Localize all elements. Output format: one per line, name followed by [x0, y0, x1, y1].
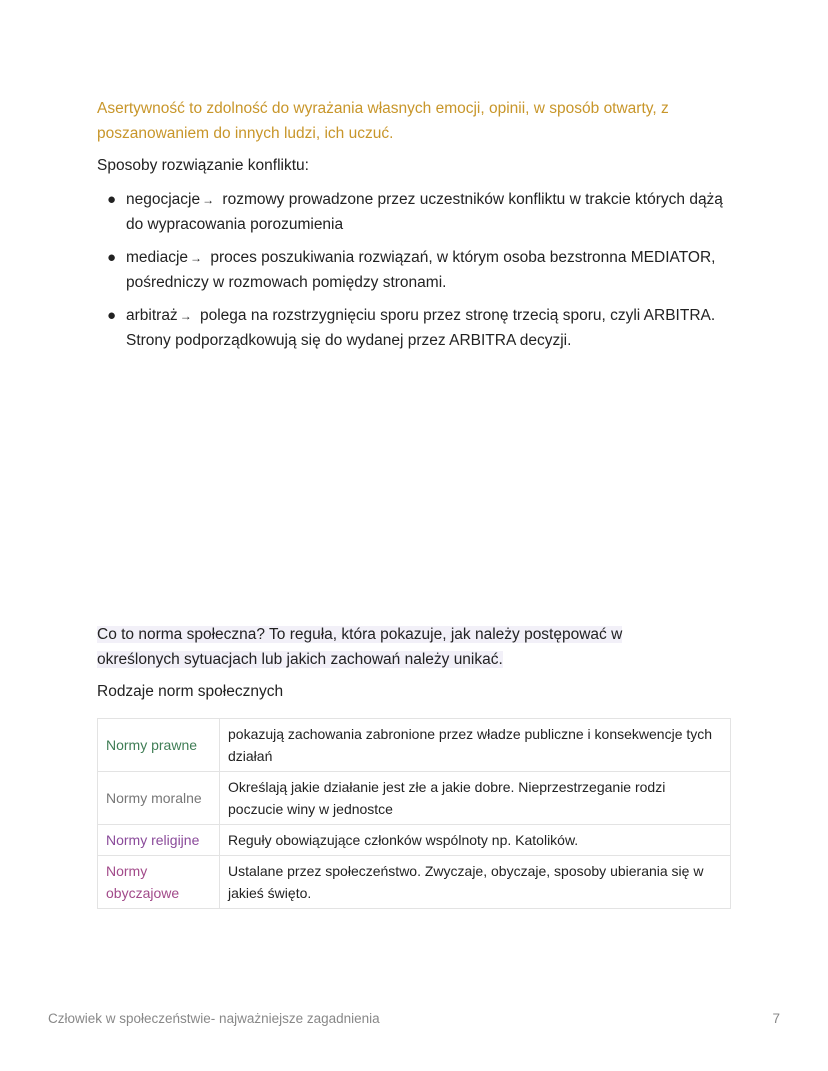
definition-line: określonych sytuacjach lub jakich zachowań należy unikać. [97, 651, 503, 668]
method-description: polega na rozstrzygnięciu sporu przez stronę trzecią sporu, czyli ARBITRA. Strony podporządkowują się do wydanej przez ARBITRA decyzji. [126, 307, 716, 349]
bullet-icon: ● [107, 307, 117, 324]
social-norm-definition [97, 622, 657, 672]
norm-description: Reguły obowiązujące członków wspólnoty np. Katolików. [220, 825, 731, 856]
norm-type: Normy religijne [98, 825, 220, 856]
method-description: proces poszukiwania rozwiązań, w którym osoba bezstronna MEDIATOR, pośredniczy w rozmowach pomiędzy stronami. [126, 249, 716, 291]
method-description: rozmowy prowadzone przez uczestników konfliktu w trakcie których dążą do wypracowania porozumienia [126, 191, 723, 233]
norms-types-heading: Rodzaje norm społecznych [97, 683, 284, 700]
bullet-icon: ● [107, 191, 117, 208]
table-row [98, 719, 731, 772]
arrow-icon: → [202, 193, 215, 207]
norms-table [97, 718, 731, 909]
method-term: negocjacje [126, 191, 201, 208]
table-row [98, 825, 731, 856]
conflict-methods-list [97, 188, 737, 362]
conflict-resolution-heading: Sposoby rozwiązanie konfliktu: [97, 157, 309, 174]
method-term: arbitraż [126, 307, 178, 324]
table-row [98, 772, 731, 825]
list-item [97, 246, 737, 295]
arrow-icon: → [179, 309, 192, 323]
norm-type: Normy prawne [98, 719, 220, 772]
arrow-icon: → [190, 251, 203, 265]
norm-description: pokazują zachowania zabronione przez władze publiczne i konsekwencje tych działań [220, 719, 731, 772]
norm-type: Normy moralne [98, 772, 220, 825]
method-term: mediacje [126, 249, 189, 266]
norm-description: Ustalane przez społeczeństwo. Zwyczaje, obyczaje, sposoby ubierania się w jakieś święto. [220, 856, 731, 909]
norm-description: Określają jakie działanie jest złe a jakie dobre. Nieprzestrzeganie rodzi poczucie winy w jednostce [220, 772, 731, 825]
list-item [97, 304, 737, 353]
bullet-icon: ● [107, 249, 117, 266]
table-row [98, 856, 731, 909]
footer-title: Człowiek w społeczeństwie- najważniejsze zagadnienia [48, 1011, 380, 1026]
page-number: 7 [772, 1011, 780, 1026]
norm-type: Normy obyczajowe [98, 856, 220, 909]
assertiveness-definition: Asertywność to zdolność do wyrażania własnych emocji, opinii, w sposób otwarty, z poszanowaniem do innych ludzi, ich uczuć. [97, 100, 669, 142]
list-item [97, 188, 737, 237]
definition-line: Co to norma społeczna? To reguła, która pokazuje, jak należy postępować w [97, 626, 623, 643]
